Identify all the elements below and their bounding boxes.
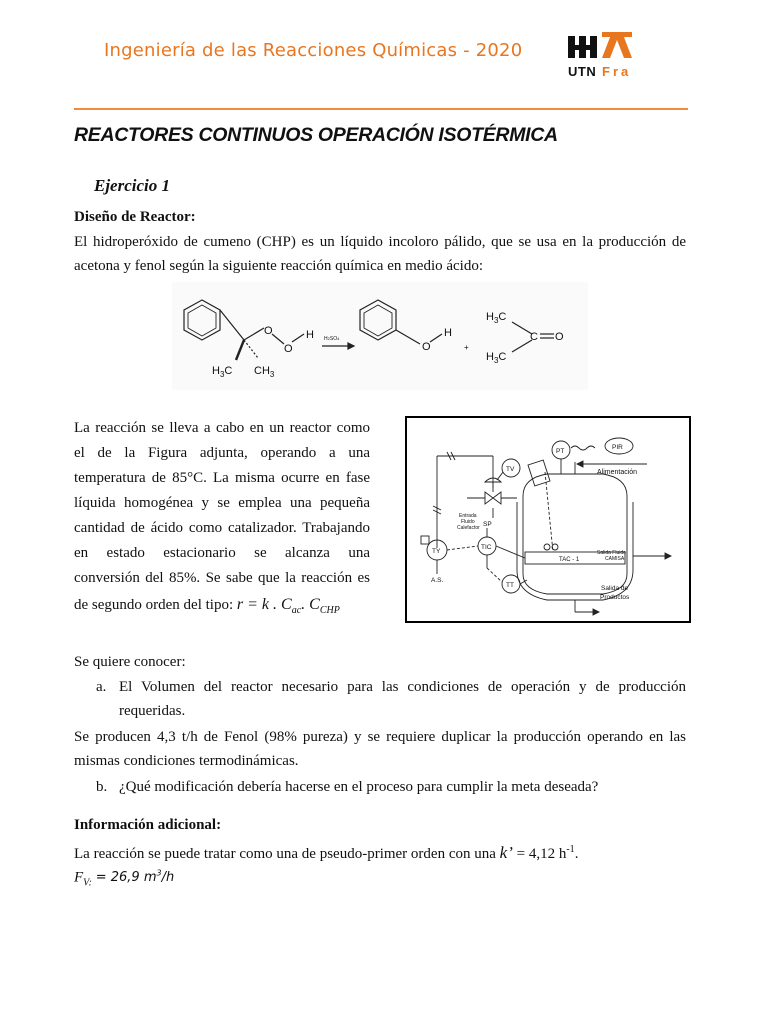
para-line-7: conversión del 85%. Se sabe que la reacción es bbox=[74, 570, 370, 586]
k-prime-value: k’ = 4,12 $h^{-1}$. bbox=[499, 843, 579, 862]
rxn-o1: O bbox=[264, 325, 273, 337]
rxn-acetone-o: O bbox=[555, 331, 564, 343]
production-line-2: mismas condiciones termodinámicas. bbox=[74, 753, 299, 769]
item-b-marker: b. bbox=[96, 779, 108, 795]
utn-fra-logo bbox=[566, 28, 658, 88]
item-a-marker: a. bbox=[96, 679, 107, 695]
rxn-acetone-bottom: $H_3C$ bbox=[486, 351, 507, 365]
reaction-scheme bbox=[172, 282, 588, 390]
svg-text:UTN: UTN bbox=[568, 64, 597, 79]
pid-tag-tt: TT bbox=[506, 582, 514, 589]
pid-label-heating-2: Fluido bbox=[461, 519, 475, 525]
rxn-phenol-h: H bbox=[444, 327, 452, 339]
pid-tag-sp: SP bbox=[483, 521, 492, 528]
rxn-o2: O bbox=[284, 343, 293, 355]
pid-tag-pir: PIR bbox=[612, 444, 623, 451]
rate-equation: r = k . $C_{ac}$. $C_{CHP}$ bbox=[236, 596, 340, 617]
page-title: REACTORES CONTINUOS OPERACIÓN ISOTÉRMICA bbox=[74, 124, 558, 146]
logo-mark-icon bbox=[568, 32, 632, 58]
rxn-catalyst: H2SO4 bbox=[324, 336, 340, 342]
rxn-phenol-o: O bbox=[422, 341, 431, 353]
rxn-ch3: $CH_3$ bbox=[254, 365, 275, 379]
pseudo-first-prefix: La reacción se puede tratar como una de pseudo-primer orden con una bbox=[74, 846, 500, 862]
pid-tag-ty: TY bbox=[432, 548, 441, 555]
pid-label-heating-3: Calefactor bbox=[457, 525, 480, 531]
pid-label-products-1: Salida de bbox=[601, 585, 629, 592]
para-line-2: el de la Figura adjunta, operando a una bbox=[74, 445, 370, 461]
additional-info-heading: Información adicional: bbox=[74, 817, 222, 833]
pid-tag-pt: PT bbox=[556, 448, 565, 455]
header-divider bbox=[74, 108, 688, 110]
want-to-know: Se quiere conocer: bbox=[74, 654, 186, 670]
para-line-1: La reacción se lleva a cabo en un reactor como bbox=[74, 420, 370, 436]
para-line-4: líquida homogénea y se emplea una pequeña bbox=[74, 495, 370, 511]
rate-prefix: de segundo orden del tipo: bbox=[74, 597, 237, 613]
course-title: Ingeniería de las Reacciones Químicas - 2020 bbox=[104, 40, 523, 61]
rxn-acetone-top: $H_3C$ bbox=[486, 311, 507, 325]
pid-tag-tic: TIC bbox=[481, 544, 492, 551]
para-line-5: cantidad de ácido como catalizador. Trabajando bbox=[74, 520, 370, 536]
para-line-3: temperatura de 85°C. La misma ocurre en fase bbox=[74, 470, 370, 486]
item-a-line-2: requeridas. bbox=[119, 703, 186, 719]
pid-tag-as: A.S. bbox=[431, 577, 444, 584]
pid-drawing bbox=[407, 418, 689, 621]
reactor-pid-figure bbox=[405, 416, 691, 623]
pid-label-jacket-1: Salida Fluido bbox=[597, 550, 626, 556]
rxn-plus: + bbox=[464, 343, 469, 352]
rxn-h3c: $H_3C$ bbox=[212, 365, 233, 379]
flow-rate: $F_{V:} = 26,9$ $m^3/h$ bbox=[74, 869, 175, 889]
rxn-h: H bbox=[306, 329, 314, 341]
pid-label-feed: Alimentación bbox=[597, 469, 638, 476]
item-a-line-1: El Volumen del reactor necesario para las condiciones de operación y de producción bbox=[119, 679, 686, 695]
intro-line-2: acetona y fenol según la siguiente reacción química en medio ácido: bbox=[74, 258, 484, 274]
pid-label-heating-1: Entrada bbox=[459, 513, 477, 519]
pid-label-jacket-2: CAMISA bbox=[605, 556, 625, 562]
pid-tag-tv: TV bbox=[506, 466, 515, 473]
pid-label-products-2: Productos bbox=[600, 594, 630, 601]
intro-line-1: El hidroperóxido de cumeno (CHP) es un líquido incoloro pálido, que se usa en la producción de bbox=[74, 234, 686, 250]
rate-line bbox=[74, 593, 340, 624]
exercise-title: Ejercicio 1 bbox=[94, 176, 171, 195]
section-design-heading: Diseño de Reactor: bbox=[74, 209, 196, 225]
production-line-1: Se producen 4,3 t/h de Fenol (98% pureza) y se requiere duplicar la producción operando en las bbox=[74, 729, 686, 745]
item-b-text: ¿Qué modificación debería hacerse en el proceso para cumplir la meta deseada? bbox=[119, 779, 599, 795]
pid-label-tank: TAC - 1 bbox=[559, 557, 580, 563]
para-line-6: en estado estacionario se alcanza una bbox=[74, 545, 370, 561]
svg-text:Fra: Fra bbox=[602, 64, 632, 79]
rxn-acetone-c: C bbox=[530, 331, 538, 343]
